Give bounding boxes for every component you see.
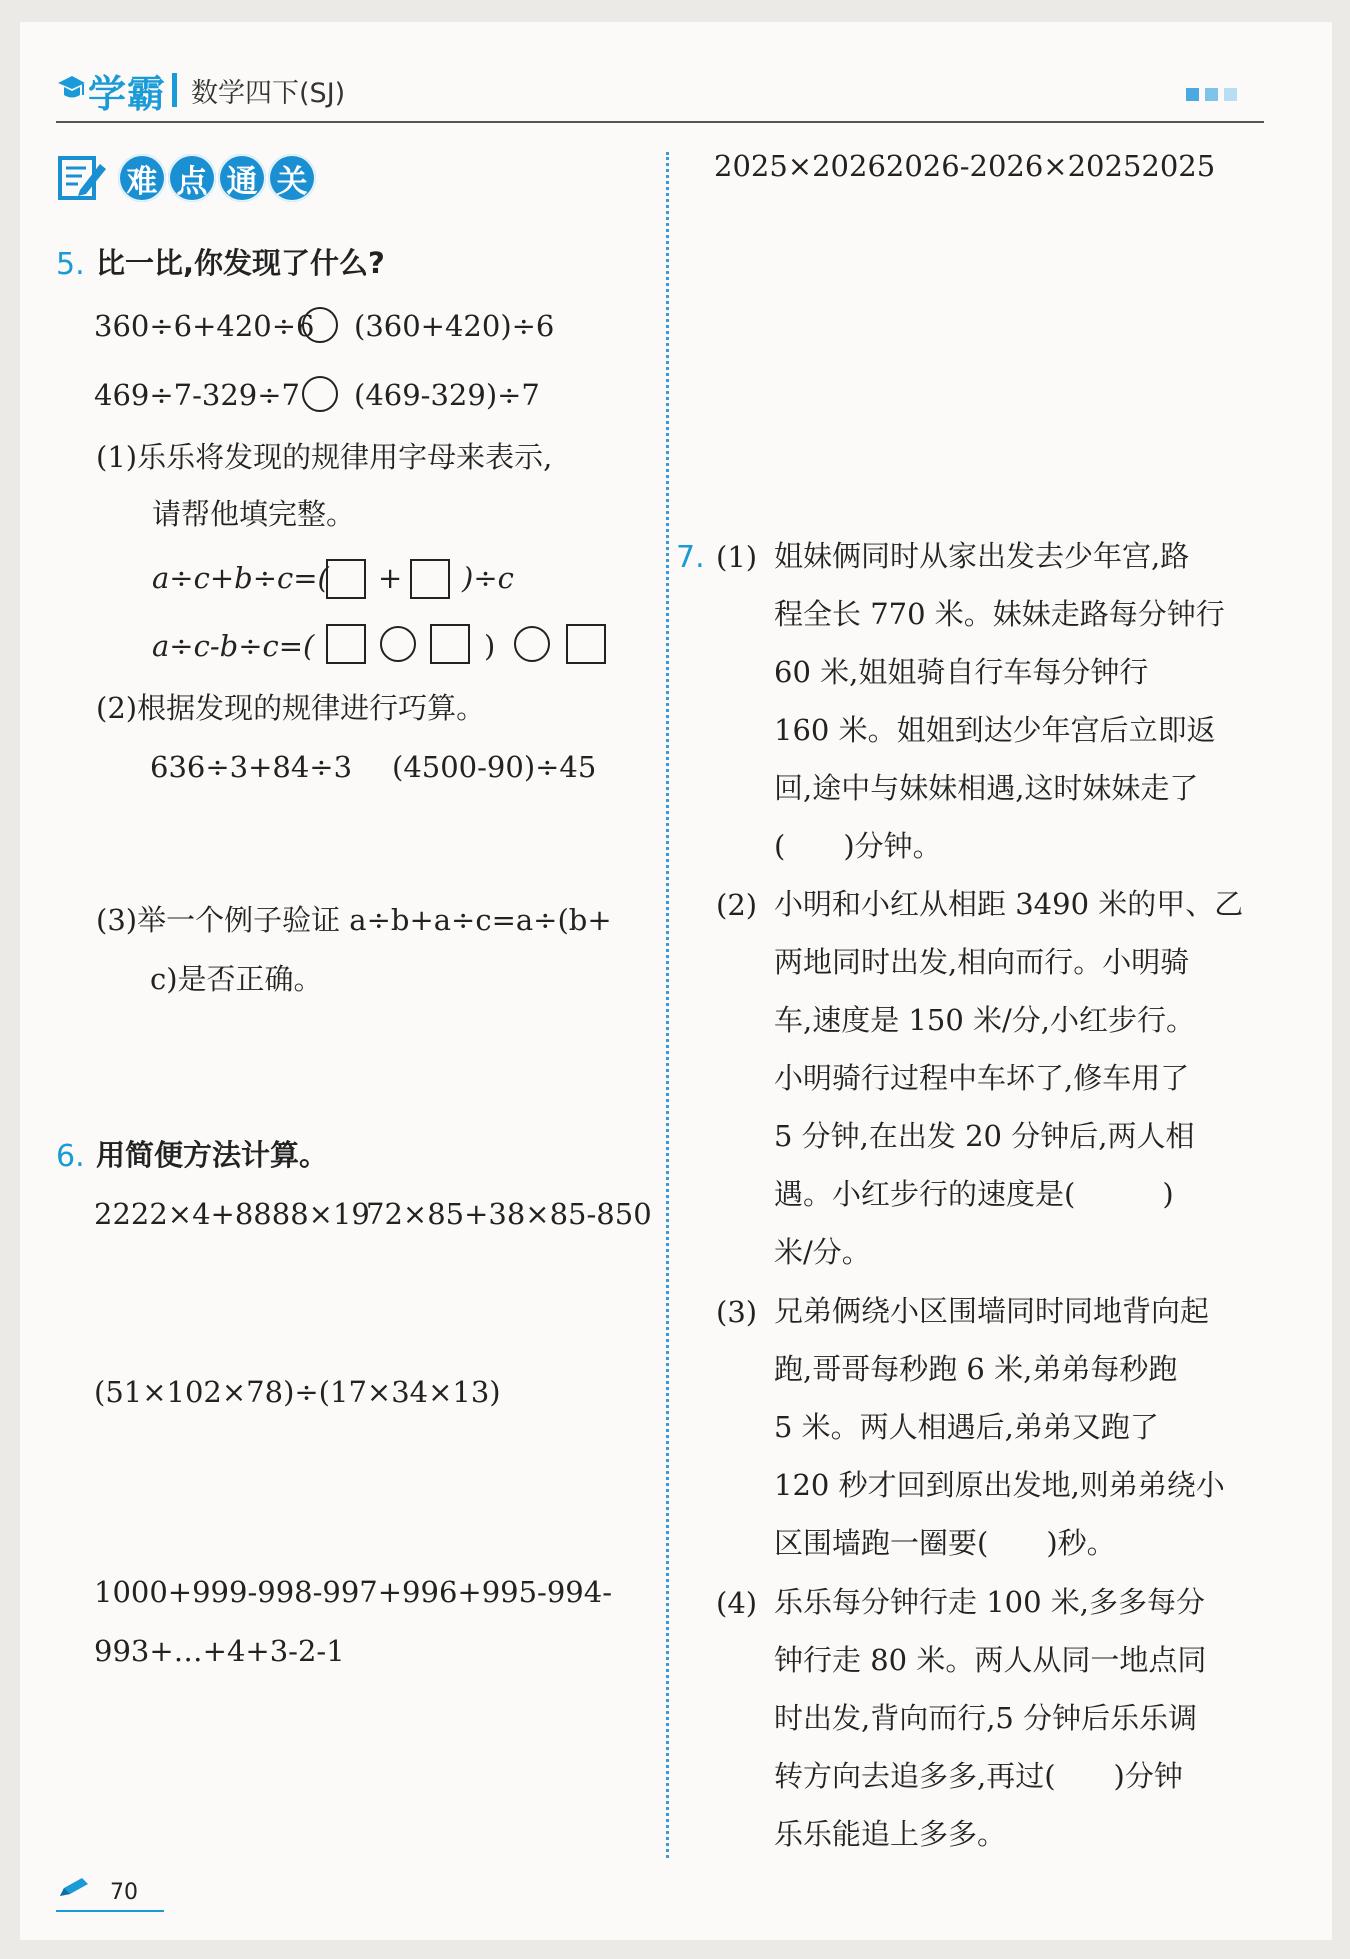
- operator-circle[interactable]: [514, 626, 550, 662]
- question-title: 比一比,你发现了什么?: [96, 246, 385, 280]
- sub-question: c)是否正确。: [150, 962, 323, 996]
- expression: 993+…+4+3-2-1: [94, 1634, 345, 1668]
- section-title: [56, 152, 318, 204]
- answer-box[interactable]: [326, 559, 366, 599]
- logo-text: 学霸: [88, 71, 167, 116]
- sub-question: (1)乐乐将发现的规律用字母来表示,: [96, 440, 553, 474]
- sub-question: (2)根据发现的规律进行巧算。: [96, 691, 486, 725]
- header-rule: [56, 121, 1264, 123]
- sub-question: (3)举一个例子验证 a÷b+a÷c=a÷(b+: [96, 903, 612, 937]
- sub-question-text: 小明和小红从相距 3490 米的甲、乙 两地同时出发,相向而行。小明骑 车,速度是 150 米/分,小红步行。 小明骑行过程中车坏了,修车用了 5 分钟,在出发 20 分钟后,两人相 遇。小红步行的速度是( ) 米/分。: [774, 887, 1244, 1269]
- expression: (360+420)÷6: [354, 309, 555, 343]
- question-number: 6.: [56, 1139, 85, 1174]
- column-divider: [666, 152, 669, 1858]
- compare-circle[interactable]: [302, 307, 338, 343]
- book-title: 数学四下(SJ): [191, 77, 346, 109]
- expression: 469÷7-329÷7: [94, 378, 301, 412]
- sub-question-text: 兄弟俩绕小区围墙同时同地背向起 跑,哥哥每秒跑 6 米,弟弟每秒跑 5 米。两人相遇后,弟弟又跑了 120 秒才回到原出发地,则弟弟绕小 区围墙跑一圈要( )秒。: [774, 1294, 1225, 1560]
- edit-note-icon: [56, 152, 108, 204]
- sub-question-label: (1): [716, 540, 758, 574]
- sub-question-text: 乐乐每分钟行走 100 米,多多每分 钟行走 80 米。两人从同一地点同 时出发,背向而行,5 分钟后乐乐调 转方向去追多多,再过( )分钟 乐乐能追上多多。: [774, 1585, 1207, 1851]
- section-char: 点: [168, 154, 216, 202]
- sub-question-label: (3): [716, 1295, 758, 1329]
- expression: (4500-90)÷45: [392, 750, 597, 784]
- formula: a÷c+b÷c=(: [152, 561, 329, 595]
- formula: ): [484, 629, 496, 663]
- question-number: 7.: [676, 540, 705, 575]
- sub-question: 请帮他填完整。: [152, 497, 356, 531]
- question-title: 用简便方法计算。: [96, 1138, 329, 1172]
- pencil-icon: [56, 1876, 92, 1900]
- sub-question-label: (4): [716, 1586, 758, 1620]
- formula: )÷c: [462, 561, 514, 595]
- logo-divider: [172, 73, 177, 107]
- section-char: 难: [118, 154, 166, 202]
- expression: 2025×20262026-2026×20252025: [714, 149, 1216, 183]
- expression: 636÷3+84÷3: [150, 750, 353, 784]
- brand-logo: [56, 62, 345, 118]
- operator-circle[interactable]: [380, 626, 416, 662]
- expression: (469-329)÷7: [354, 378, 540, 412]
- operator: +: [378, 561, 403, 595]
- expression: 2222×4+8888×19: [94, 1197, 370, 1231]
- expression: 1000+999-998-997+996+995-994-: [94, 1575, 613, 1609]
- answer-box[interactable]: [430, 624, 470, 664]
- answer-box[interactable]: [410, 559, 450, 599]
- page-number: 70: [110, 1880, 138, 1905]
- footer-rule: [56, 1910, 164, 1912]
- graduation-cap-icon: [56, 73, 86, 107]
- section-char: 关: [268, 154, 316, 202]
- expression: 72×85+38×85-850: [366, 1197, 652, 1231]
- section-char: 通: [218, 154, 266, 202]
- compare-circle[interactable]: [302, 376, 338, 412]
- expression: (51×102×78)÷(17×34×13): [94, 1375, 501, 1409]
- sub-question-label: (2): [716, 888, 758, 922]
- expression: 360÷6+420÷6: [94, 309, 315, 343]
- sub-question-text: 姐妹俩同时从家出发去少年宫,路 程全长 770 米。妹妹走路每分钟行 60 米,姐姐骑自行车每分钟行 160 米。姐姐到达少年宫后立即返 回,途中与妹妹相遇,这时妹妹走了 ( )分钟。: [774, 539, 1225, 863]
- answer-box[interactable]: [566, 624, 606, 664]
- question-number: 5.: [56, 247, 85, 282]
- header-decoration: [1186, 88, 1237, 101]
- formula: a÷c-b÷c=(: [152, 629, 315, 663]
- answer-box[interactable]: [326, 624, 366, 664]
